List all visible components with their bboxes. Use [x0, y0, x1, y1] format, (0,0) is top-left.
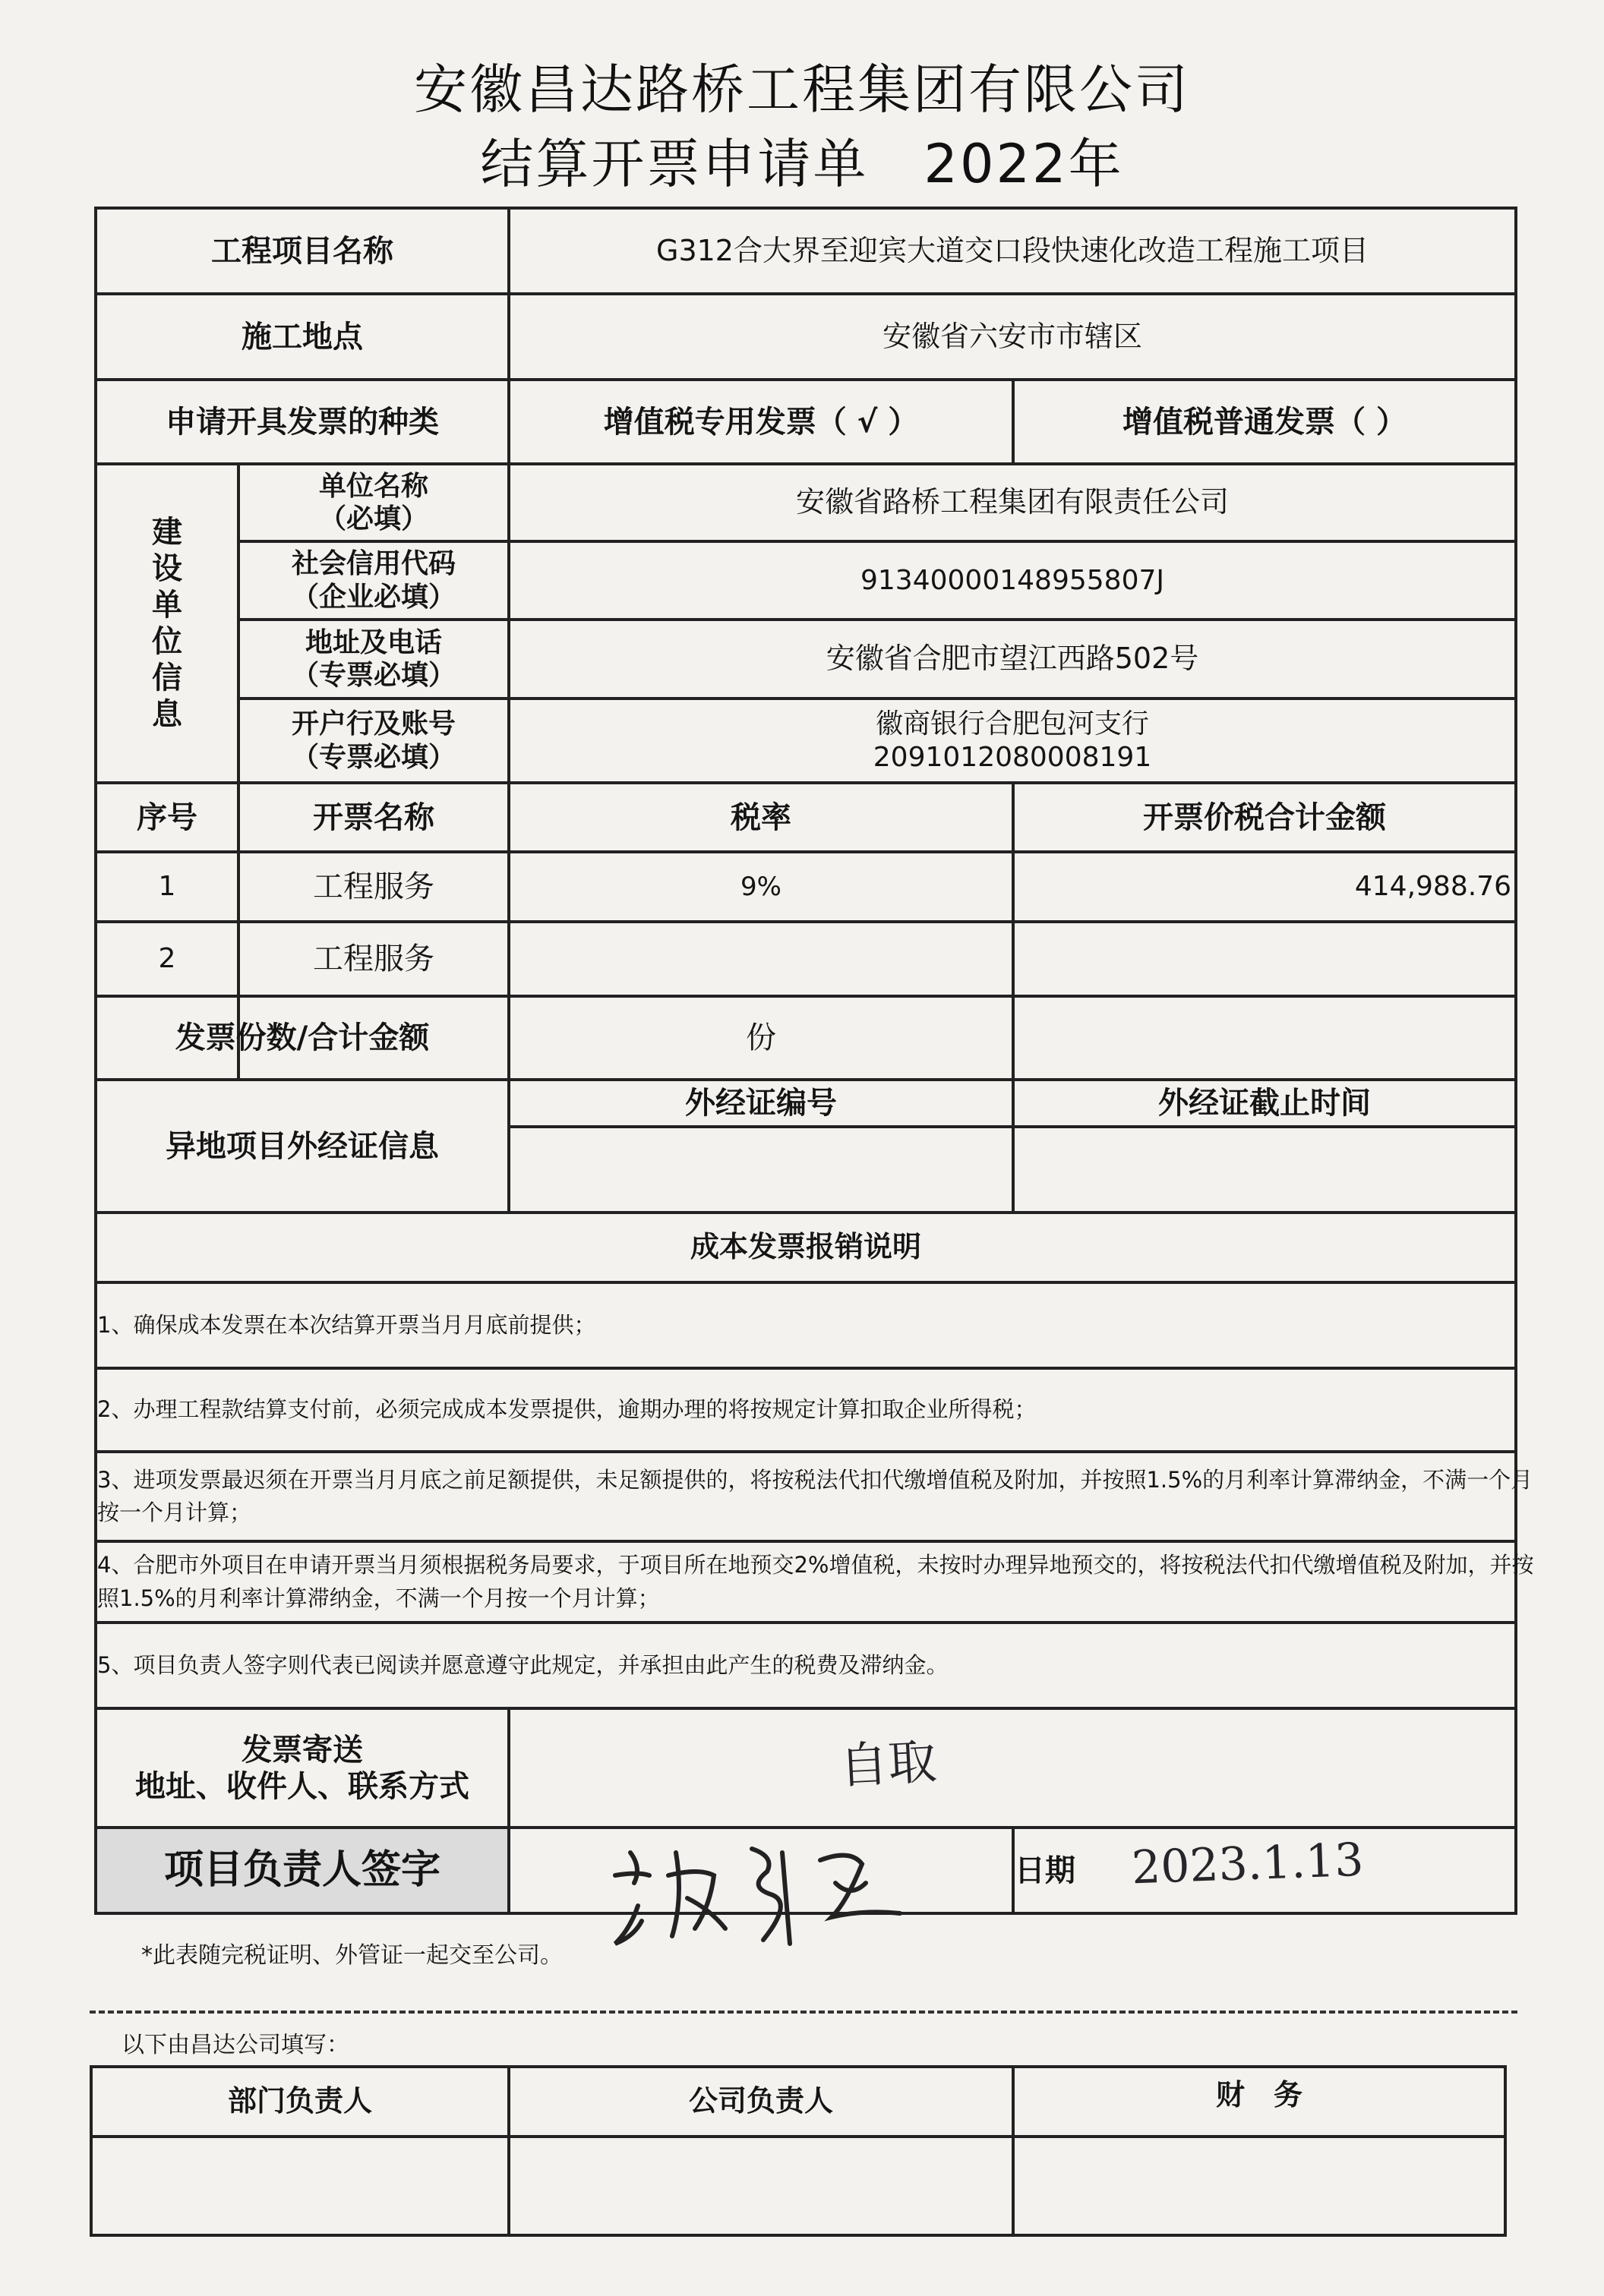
- bank-account-number: 2091012080008191: [873, 741, 1152, 773]
- address-phone-value: 安徽省合肥市望江西路502号: [826, 642, 1199, 676]
- credit-code-value: 91340000148955807J: [860, 564, 1164, 596]
- unit-name-value: 安徽省路桥工程集团有限责任公司: [795, 485, 1229, 519]
- vline: [507, 1707, 510, 1915]
- row-label: 地址及电话: [305, 626, 442, 658]
- row-label: 单位名称: [318, 470, 428, 502]
- col-header-rate: 税率: [731, 800, 791, 835]
- date-label: 日期: [1015, 1853, 1075, 1888]
- site-label: 施工地点: [242, 319, 363, 355]
- note-item: 3、进项发票最迟须在开票当月月底之前足额提供，未足额提供的，将按税法代扣代缴增值税及附加，并按照1.5%的月利率计算滞纳金，不满一个月按一个月计算；: [97, 1466, 1533, 1525]
- table-row-no: 1: [158, 871, 176, 903]
- col-header-no: 序号: [137, 800, 197, 835]
- hline: [90, 2135, 1507, 2138]
- external-cert-deadline-value: [1015, 1128, 1514, 1211]
- bank-account-label: [240, 700, 507, 781]
- delivery-label-line2: 地址、收件人、联系方式: [135, 1768, 469, 1804]
- summary-amount: [1015, 998, 1514, 1078]
- builder-char: 设: [152, 551, 182, 586]
- delivery-label-line1: 发票寄送: [242, 1732, 363, 1768]
- vline: [1504, 2065, 1507, 2237]
- address-phone-label: [240, 621, 507, 697]
- note-item: 1、确保成本发票在本次结算开票当月月底前提供；: [97, 1311, 596, 1338]
- table-row-rate: 9%: [740, 871, 781, 902]
- row-label: 社会信用代码: [291, 548, 456, 580]
- note-item: 5、项目负责人签字则代表已阅读并愿意遵守此规定，并承担由此产生的税费及滞纳金。: [97, 1651, 949, 1678]
- builder-char: 位: [152, 624, 182, 659]
- builder-char: 信: [152, 661, 182, 695]
- table-row-no: 2: [158, 943, 176, 975]
- bank-name: 徽商银行合肥包河支行: [875, 708, 1149, 740]
- bottom-intro: 以下由昌达公司填写：: [122, 2032, 349, 2058]
- col-header-amount: 开票价税合计金额: [1143, 800, 1386, 835]
- row-sub-label: （必填）: [318, 503, 428, 535]
- summary-label: 发票份数/合计金额: [175, 1020, 430, 1055]
- company-head-label: 公司负责人: [688, 2084, 833, 2118]
- external-cert-no-header: 外经证编号: [685, 1086, 837, 1121]
- credit-code-label: [240, 543, 507, 618]
- form-title: 结算开票申请单 2022年: [480, 133, 1124, 195]
- row-sub-label: （专票必填）: [291, 660, 456, 691]
- delivery-handwritten: 自取: [838, 1733, 939, 1796]
- company-title: 安徽昌达路桥工程集团有限公司: [414, 58, 1190, 121]
- date-handwritten: 2023.1.13: [1130, 1833, 1365, 1895]
- sign-label: 项目负责人签字: [163, 1847, 440, 1894]
- summary-unit: 份: [746, 1020, 776, 1055]
- col-header-name: 开票名称: [313, 800, 434, 835]
- builder-char: 建: [152, 515, 182, 550]
- builder-char: 息: [152, 697, 182, 732]
- cut-line: [90, 2011, 1517, 2014]
- project-name-value: G312合大界至迎宾大道交口段快速化改造工程施工项目: [656, 233, 1369, 267]
- signature-scribble: [585, 1822, 965, 1959]
- delivery-label: [97, 1710, 507, 1826]
- site-value: 安徽省六安市市辖区: [882, 319, 1142, 353]
- notes-title: 成本发票报销说明: [690, 1230, 921, 1264]
- table-row-amount: [1015, 923, 1514, 995]
- unit-name-label: [240, 465, 507, 540]
- row-sub-label: （专票必填）: [291, 741, 456, 773]
- invoice-type-label: 申请开具发票的种类: [166, 404, 439, 440]
- footnote: *此表随完税证明、外管证一起交至公司。: [141, 1942, 563, 1969]
- builder-info-label: [97, 465, 237, 781]
- external-cert-deadline-header: 外经证截止时间: [1158, 1086, 1371, 1121]
- table-row-amount: 414,988.76: [1354, 871, 1511, 903]
- table-row-name: 工程服务: [313, 869, 434, 904]
- dept-head-label: 部门负责人: [227, 2084, 372, 2118]
- external-cert-no-value: [510, 1128, 1012, 1211]
- hline: [90, 2234, 1507, 2237]
- note-item: 2、办理工程款结算支付前，必须完成成本发票提供，逾期办理的将按规定计算扣取企业所得税；: [97, 1396, 1037, 1423]
- table-row-rate: [510, 923, 1012, 995]
- finance-label: 财 务: [1215, 2078, 1302, 2112]
- bank-account-value: [510, 700, 1514, 781]
- row-label: 开户行及账号: [291, 708, 456, 740]
- note-item: 4、合肥市外项目在申请开票当月须根据税务局要求，于项目所在地预交2%增值税，未按时办理异地预交的，将按税法代扣代缴增值税及附加，并按照1.5%的月利率计算滞纳金，不满一个月按一个月计算；: [97, 1552, 1534, 1611]
- invoice-type-special: 增值税专用发票（ √ ）: [603, 404, 919, 440]
- project-name-label: 工程项目名称: [211, 233, 393, 269]
- table-row-name: 工程服务: [313, 941, 434, 976]
- invoice-type-ordinary: 增值税普通发票（ ）: [1122, 404, 1407, 440]
- external-cert-label: 异地项目外经证信息: [166, 1128, 439, 1164]
- builder-char: 单: [152, 588, 182, 623]
- row-sub-label: （企业必填）: [291, 581, 456, 613]
